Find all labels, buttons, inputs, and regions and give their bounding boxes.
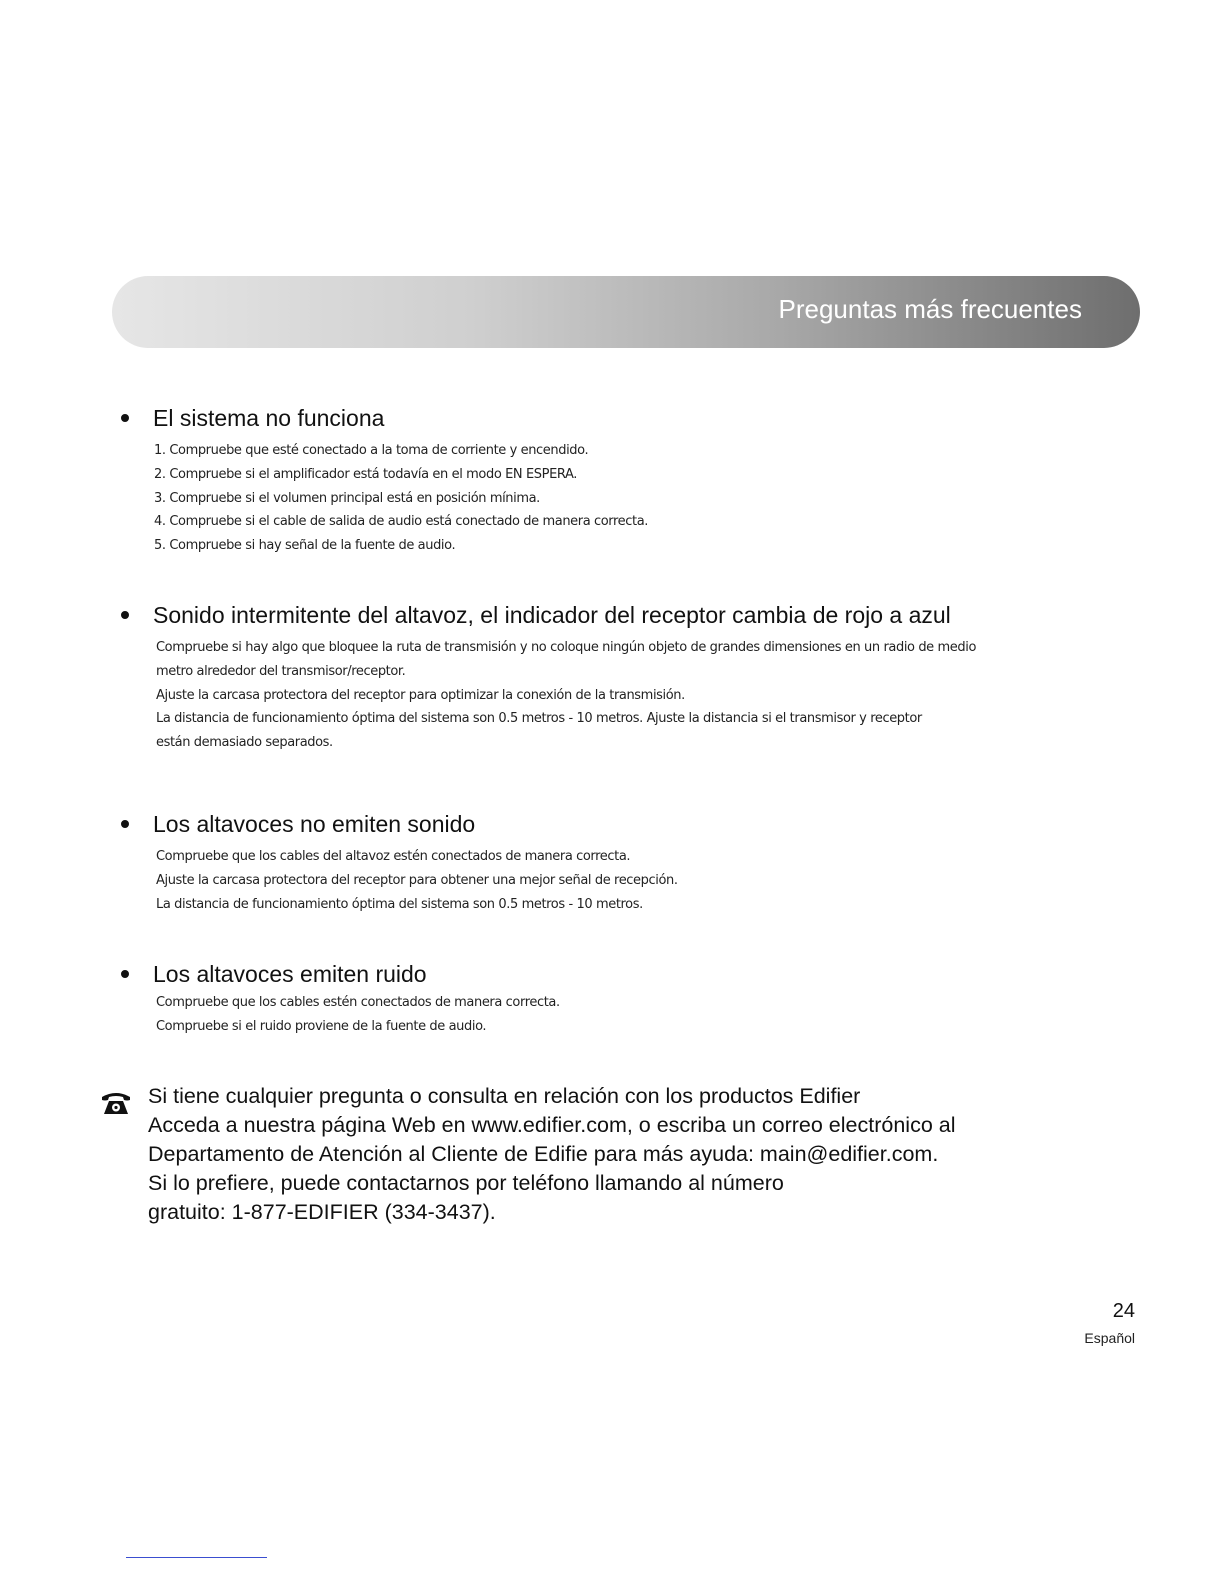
contact-line: Si lo prefiere, puede contactarnos por teléfono llamando al número xyxy=(148,1171,784,1195)
faq-answer-line: Compruebe que los cables del altavoz estén conectados de manera correcta. xyxy=(156,849,631,864)
section-title-banner xyxy=(112,276,1140,348)
faq-answer-line: metro alrededor del transmisor/receptor. xyxy=(156,663,406,679)
faq-answer-line: 4. Compruebe si el cable de salida de audio está conectado de manera correcta. xyxy=(154,514,649,530)
page-language: Español xyxy=(1084,1330,1135,1346)
bullet-icon xyxy=(121,611,129,619)
faq-answer-line: Compruebe si hay algo que bloquee la ruta de transmisión y no coloque ningún objeto de grandes dimensiones en un radio de medio xyxy=(156,640,976,655)
faq-answer-line: Compruebe si el ruido proviene de la fuente de audio. xyxy=(156,1018,487,1034)
faq-question-text: Los altavoces no emiten sonido xyxy=(153,811,476,837)
faq-answer-line: Ajuste la carcasa protectora del receptor para optimizar la conexión de la transmisión. xyxy=(156,687,685,703)
bullet-icon xyxy=(121,820,129,828)
faq-question xyxy=(118,959,1098,989)
faq-answer-line: 5. Compruebe si hay señal de la fuente de audio. xyxy=(154,538,456,554)
faq-answer-line: 1. Compruebe que esté conectado a la toma de corriente y encendido. xyxy=(154,443,589,458)
faq-question xyxy=(118,600,1098,630)
faq-answer-line: están demasiado separados. xyxy=(156,735,333,751)
faq-section-noise xyxy=(118,959,1098,1039)
contact-line: Acceda a nuestra página Web en www.edifier.com, o escriba un correo electrónico al xyxy=(148,1113,956,1137)
faq-answer-line: Compruebe que los cables estén conectados de manera correcta. xyxy=(156,995,560,1010)
faq-question-text: Sonido intermitente del altavoz, el indicador del receptor cambia de rojo a azul xyxy=(153,602,951,628)
faq-answer-line: Ajuste la carcasa protectora del receptor para obtener una mejor señal de recepción. xyxy=(156,872,678,888)
faq-answer-line: 2. Compruebe si el amplificador está todavía en el modo EN ESPERA. xyxy=(154,466,577,482)
bullet-icon xyxy=(121,970,129,978)
faq-answer-line: La distancia de funcionamiento óptima del sistema son 0.5 metros - 10 metros. Ajuste la distancia si el transmisor y receptor xyxy=(156,711,922,727)
faq-answer-line: La distancia de funcionamiento óptima del sistema son 0.5 metros - 10 metros. xyxy=(156,896,643,912)
contact-line: Si tiene cualquier pregunta o consulta en relación con los productos Edifier xyxy=(148,1084,861,1108)
faq-answer-line: 3. Compruebe si el volumen principal está en posición mínima. xyxy=(154,490,540,506)
bullet-icon xyxy=(121,414,129,422)
telephone-icon xyxy=(100,1088,132,1116)
footer-divider xyxy=(126,1557,267,1558)
contact-line: gratuito: 1-877-EDIFIER (334-3437). xyxy=(148,1200,496,1224)
contact-info xyxy=(96,1082,1096,1227)
faq-question-text: El sistema no funciona xyxy=(153,405,385,431)
page-number: 24 xyxy=(1112,1300,1135,1322)
faq-section-no-sound xyxy=(118,809,1098,916)
page-title: Preguntas más frecuentes xyxy=(778,294,1082,324)
faq-question xyxy=(118,809,1098,839)
faq-question-text: Los altavoces emiten ruido xyxy=(153,961,427,987)
faq-section-intermittent-sound xyxy=(118,600,1098,755)
faq-question xyxy=(118,403,1098,433)
faq-section-system-not-working xyxy=(118,403,1098,558)
contact-line: Departamento de Atención al Cliente de Edifie para más ayuda: main@edifier.com. xyxy=(148,1142,939,1166)
